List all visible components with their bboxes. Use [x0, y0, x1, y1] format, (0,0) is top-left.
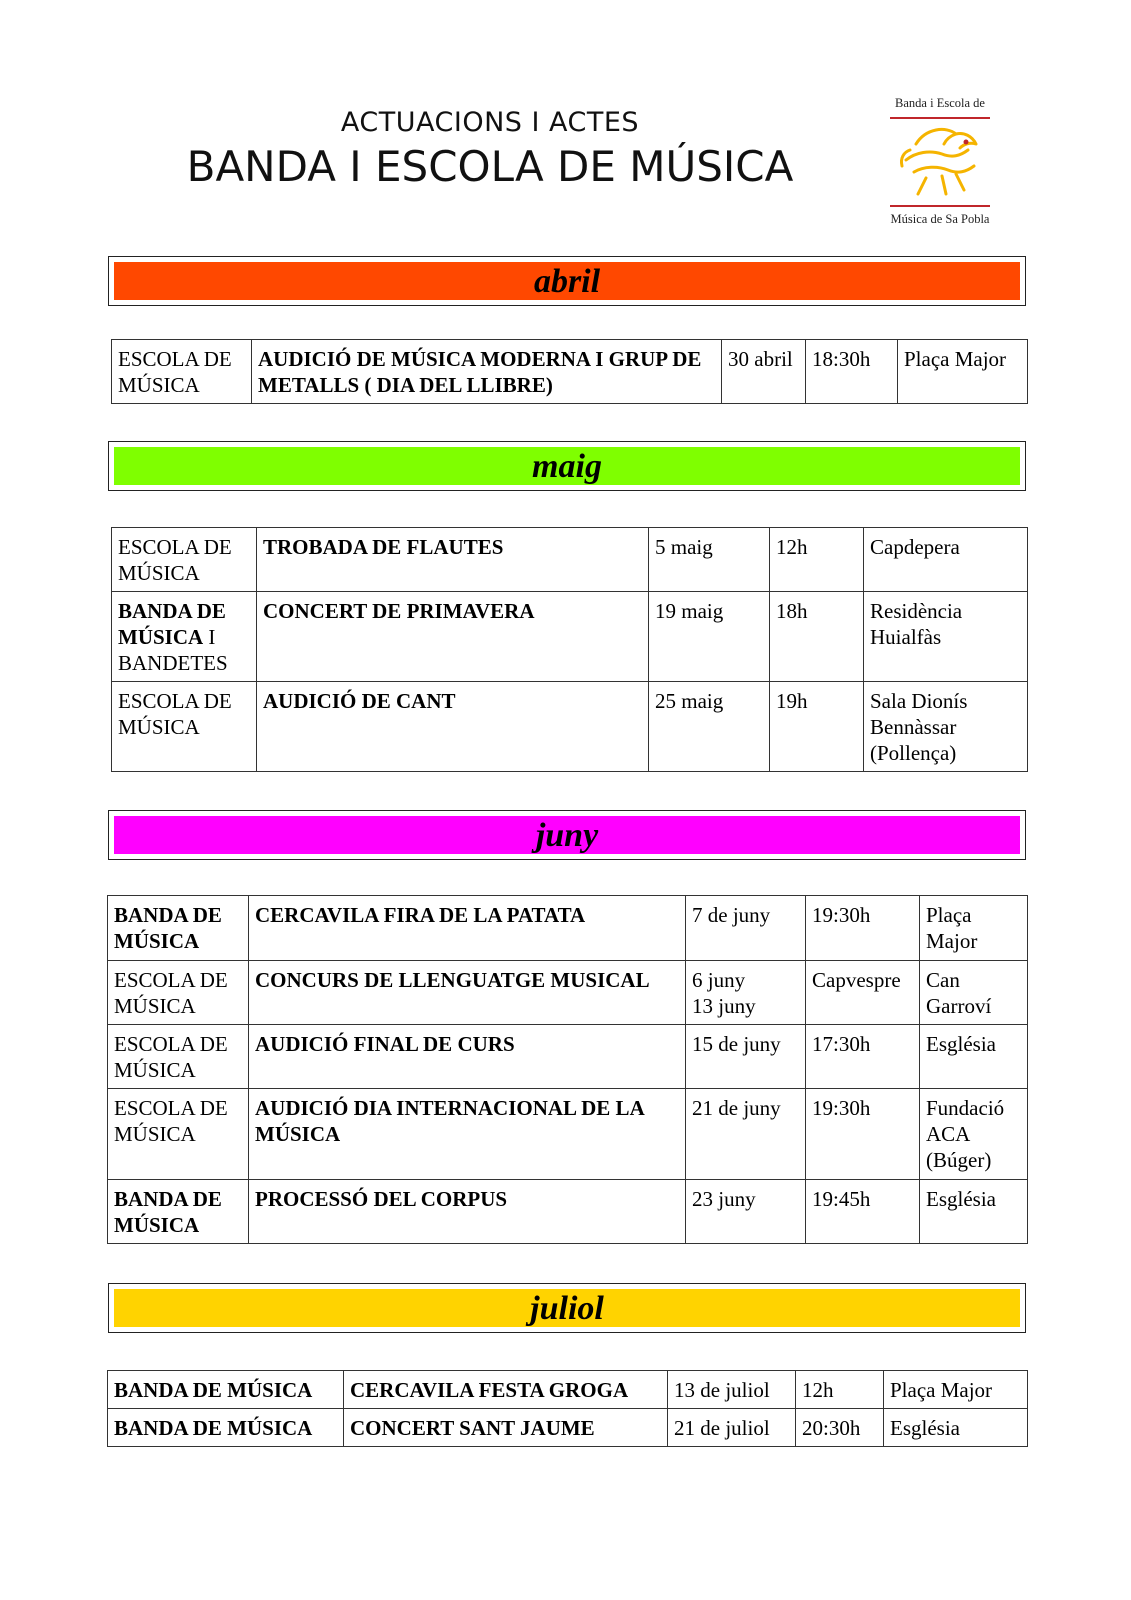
- schedule-table-juliol: [107, 1370, 1028, 1447]
- activity-cell: CONCURS DE LLENGUATGE MUSICAL: [249, 961, 686, 1025]
- organizer-bold: BANDA DE MÚSICA: [118, 599, 226, 649]
- place-cell: Església: [884, 1409, 1028, 1447]
- date-cell: 7 de juny: [686, 896, 806, 961]
- table-row: [112, 340, 1028, 404]
- activity-cell: AUDICIÓ FINAL DE CURS: [249, 1025, 686, 1089]
- organizer-cell: [112, 592, 257, 682]
- organizer-cell: BANDA DE MÚSICA: [108, 896, 249, 961]
- table-row: [108, 1371, 1028, 1409]
- logo-top-text: Banda i Escola de: [895, 96, 985, 110]
- month-label-juliol: juliol: [114, 1289, 1020, 1327]
- time-cell: 20:30h: [796, 1409, 884, 1447]
- activity-cell: PROCESSÓ DEL CORPUS: [249, 1180, 686, 1244]
- time-cell: 19:30h: [806, 1089, 920, 1180]
- place-cell: Església: [920, 1025, 1028, 1089]
- time-cell: 19:45h: [806, 1180, 920, 1244]
- schedule-table-maig: [111, 527, 1028, 772]
- schedule-table-abril: [111, 339, 1028, 404]
- time-cell: 19:30h: [806, 896, 920, 961]
- table-row: [108, 896, 1028, 961]
- activity-cell: AUDICIÓ DIA INTERNACIONAL DE LA MÚSICA: [249, 1089, 686, 1180]
- month-label-abril: abril: [114, 262, 1020, 300]
- table-row: [112, 682, 1028, 772]
- page-header: [180, 108, 800, 192]
- table-row: [112, 592, 1028, 682]
- table-row: [108, 961, 1028, 1025]
- date-cell: 13 de juliol: [668, 1371, 796, 1409]
- time-cell: 18:30h: [806, 340, 898, 404]
- organizer-cell: ESCOLA DE MÚSICA: [112, 682, 257, 772]
- table-row: [108, 1089, 1028, 1180]
- place-cell: Sala Dionís Bennàssar (Pollença): [864, 682, 1028, 772]
- activity-cell: AUDICIÓ DE MÚSICA MODERNA I GRUP DE METALLS ( DIA DEL LLIBRE): [252, 340, 722, 404]
- place-cell: Can Garroví: [920, 961, 1028, 1025]
- date-cell: 5 maig: [649, 528, 770, 592]
- place-cell: Església: [920, 1180, 1028, 1244]
- time-cell: 17:30h: [806, 1025, 920, 1089]
- organizer-cell: BANDA DE MÚSICA: [108, 1409, 344, 1447]
- organizer-cell: BANDA DE MÚSICA: [108, 1371, 344, 1409]
- schedule-table-juny: [107, 895, 1028, 1244]
- place-cell: Fundació ACA (Búger): [920, 1089, 1028, 1180]
- time-cell: 12h: [796, 1371, 884, 1409]
- table-row: [112, 528, 1028, 592]
- logo-bottom-text: Música de Sa Pobla: [890, 212, 990, 226]
- date-cell: 23 juny: [686, 1180, 806, 1244]
- table-row: [108, 1180, 1028, 1244]
- activity-cell: CONCERT DE PRIMAVERA: [257, 592, 649, 682]
- activity-cell: CERCAVILA FIRA DE LA PATATA: [249, 896, 686, 961]
- activity-cell: CONCERT SANT JAUME: [344, 1409, 668, 1447]
- date-cell: [686, 961, 806, 1025]
- table-row: [108, 1409, 1028, 1447]
- month-label-maig: maig: [114, 447, 1020, 485]
- date-cell: 19 maig: [649, 592, 770, 682]
- griffin-logo-icon: [886, 114, 994, 210]
- organizer-cell: ESCOLA DE MÚSICA: [108, 1089, 249, 1180]
- organizer-cell: ESCOLA DE MÚSICA: [112, 528, 257, 592]
- month-header-abril: [108, 256, 1026, 306]
- time-cell: 19h: [770, 682, 864, 772]
- organizer-cell: ESCOLA DE MÚSICA: [108, 1025, 249, 1089]
- time-cell: Capvespre: [806, 961, 920, 1025]
- page-title: BANDA I ESCOLA DE MÚSICA: [186, 142, 794, 191]
- month-label-juny: juny: [114, 816, 1020, 854]
- date-cell: 21 de juny: [686, 1089, 806, 1180]
- time-cell: 18h: [770, 592, 864, 682]
- place-cell: Plaça Major: [884, 1371, 1028, 1409]
- activity-cell: AUDICIÓ DE CANT: [257, 682, 649, 772]
- logo: [880, 96, 1000, 231]
- activity-cell: TROBADA DE FLAUTES: [257, 528, 649, 592]
- place-cell: Plaça Major: [920, 896, 1028, 961]
- month-header-juliol: [108, 1283, 1026, 1333]
- page-subtitle: ACTUACIONS I ACTES: [340, 107, 640, 138]
- date-line: 13 juny: [692, 994, 756, 1018]
- organizer-rest: I BANDETES: [118, 625, 228, 675]
- date-cell: 25 maig: [649, 682, 770, 772]
- date-line: 6 juny: [692, 968, 746, 992]
- table-row: [108, 1025, 1028, 1089]
- date-cell: 30 abril: [722, 340, 806, 404]
- organizer-cell: ESCOLA DE MÚSICA: [108, 961, 249, 1025]
- organizer-cell: ESCOLA DE MÚSICA: [112, 340, 252, 404]
- date-cell: 21 de juliol: [668, 1409, 796, 1447]
- organizer-cell: BANDA DE MÚSICA: [108, 1180, 249, 1244]
- time-cell: 12h: [770, 528, 864, 592]
- place-cell: Residència Huialfàs: [864, 592, 1028, 682]
- date-cell: 15 de juny: [686, 1025, 806, 1089]
- place-cell: Plaça Major: [898, 340, 1028, 404]
- month-header-juny: [108, 810, 1026, 860]
- place-cell: Capdepera: [864, 528, 1028, 592]
- month-header-maig: [108, 441, 1026, 491]
- activity-cell: CERCAVILA FESTA GROGA: [344, 1371, 668, 1409]
